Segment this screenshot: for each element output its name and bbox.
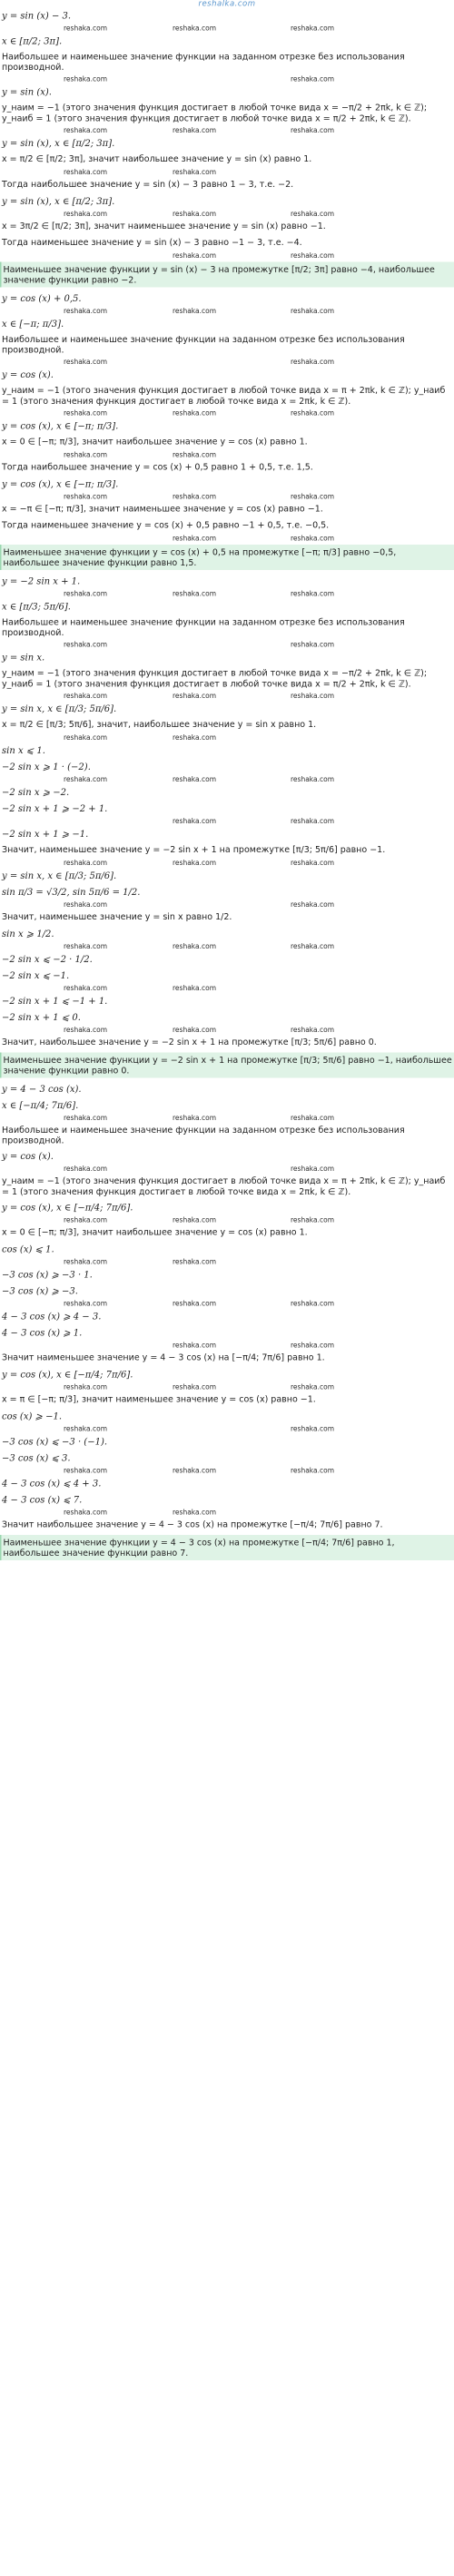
watermark-row (0, 1257, 454, 1266)
formula-line: x ∈ [−π; π/3]. (2, 318, 64, 329)
watermark-row (0, 74, 454, 84)
watermark-text: reshaka.com (291, 1341, 334, 1350)
watermark-text: reshaka.com (291, 900, 334, 909)
watermark-text: reshaka.com (173, 941, 216, 950)
formula-line: 4 − 3 cos (x) ⩾ 1. (2, 1326, 83, 1338)
text-line: Наибольшее и наименьшее значение функции на заданном отрезке без использования производной. (2, 1125, 405, 1146)
watermark-row (0, 983, 454, 992)
formula-line: −2 sin x + 1 ⩾ −1. (2, 828, 89, 840)
watermark-text: reshaka.com (173, 209, 216, 218)
watermark-row (0, 732, 454, 742)
formula-line: y = cos (x) + 0,5. (2, 292, 82, 304)
watermark-text: reshaka.com (64, 1025, 107, 1034)
answer-box: Наименьшее значение функции y = sin (x) − 3 на промежутке [π/2; 3π] равно −4, наибольшее значение функции равно −2. (0, 261, 454, 287)
formula-line: 4 − 3 cos (x) ⩾ 4 − 3. (2, 1310, 102, 1322)
formula-line: x ∈ [π/2; 3π]. (2, 35, 63, 46)
formula-line: y = sin (x), x ∈ [π/2; 3π]. (2, 137, 115, 149)
watermark-text: reshaka.com (64, 900, 107, 909)
text-line: Наибольшее и наименьшее значение функции на заданном отрезке без использования производной. (2, 617, 405, 638)
formula-line: y = cos (x), x ∈ [−π/4; 7π/6]. (2, 1368, 133, 1380)
watermark-text: reshaka.com (291, 1424, 334, 1433)
watermark-text: reshaka.com (64, 732, 107, 742)
formula-line: −2 sin x + 1 ⩽ 0. (2, 1011, 81, 1023)
watermark-text: reshaka.com (173, 1114, 216, 1123)
formula-line: cos (x) ⩽ 1. (2, 1243, 54, 1254)
formula-line: −2 sin x ⩾ 1 · (−2). (2, 761, 91, 772)
watermark-text: reshaka.com (173, 1341, 216, 1350)
watermark-text: reshaka.com (291, 1215, 334, 1224)
text-line: Значит, наименьшее значение y = sin x равно 1/2. (2, 911, 232, 922)
watermark-text: reshaka.com (291, 209, 334, 218)
answer-box: Наименьшее значение функции y = 4 − 3 cos (x) на промежутке [−π/4; 7π/6] равно 1, наибольшее значение функции равно 7. (0, 1535, 454, 1560)
formula-line: y = cos (x), x ∈ [−π; π/3]. (2, 419, 119, 431)
watermark-row (0, 251, 454, 260)
watermark-text: reshaka.com (173, 167, 216, 176)
watermark-text: reshaka.com (64, 125, 107, 134)
watermark-text: reshaka.com (291, 408, 334, 418)
watermark-row (0, 900, 454, 909)
answer-box: Наименьшее значение функции y = cos (x) + 0,5 на промежутке [−π; π/3] равно −0,5, наибольшее значение функции равно 1,5. (0, 545, 454, 570)
watermark-text: reshaka.com (173, 1382, 216, 1391)
formula-line: −2 sin x ⩾ −2. (2, 786, 70, 798)
watermark-row (0, 167, 454, 176)
watermark-text: reshaka.com (64, 1466, 107, 1475)
watermark-text: reshaka.com (291, 1114, 334, 1123)
watermark-row (0, 589, 454, 598)
watermark-text: reshaka.com (64, 1257, 107, 1266)
watermark-text: reshaka.com (64, 1299, 107, 1308)
text-line: y_наим = −1 (этого значения функция достигает в любой точке вида x = −π/2 + 2πk, k ∈ ℤ); y_наиб = 1 (этого значения функция достигает в любой точке вида x = π/2 + 2πk, k ∈ ℤ). (2, 668, 428, 689)
watermark-text: reshaka.com (291, 307, 334, 316)
text-line: y_наим = −1 (этого значения функция достигает в любой точке вида x = −π/2 + 2πk, k ∈ ℤ); y_наиб = 1 (этого значения функция достигает в любой точке вида x = π/2 + 2πk, k ∈ ℤ). (2, 103, 428, 123)
watermark-text: reshaka.com (173, 1299, 216, 1308)
text-line: Тогда наибольшее значение y = sin (x) − 3 равно 1 − 3, т.е. −2. (2, 179, 294, 190)
watermark-text: reshaka.com (291, 1025, 334, 1034)
text-line: Наибольшее и наименьшее значение функции на заданном отрезке без использования производной. (2, 52, 405, 73)
watermark-row (0, 1114, 454, 1123)
watermark-text: reshaka.com (173, 858, 216, 867)
text-line: Наибольшее и наименьшее значение функции на заданном отрезке без использования производной. (2, 334, 405, 356)
watermark-row (0, 358, 454, 367)
watermark-row (0, 534, 454, 543)
watermark-text: reshaka.com (291, 774, 334, 783)
watermark-text: reshaka.com (64, 307, 107, 316)
formula-line: y = sin (x). (2, 86, 52, 98)
watermark-text: reshaka.com (291, 589, 334, 598)
text-line: Тогда наименьшее значение y = cos (x) + 0,5 равно −1 + 0,5, т.е. −0,5. (2, 519, 330, 530)
text-line: x = 0 ∈ [−π; π/3], значит наибольшее значение y = cos (x) равно 1. (2, 436, 308, 447)
watermark-text: reshaka.com (291, 1382, 334, 1391)
solution-body (0, 7, 454, 1560)
watermark-text: reshaka.com (173, 732, 216, 742)
formula-line: cos (x) ⩾ −1. (2, 1410, 63, 1421)
watermark-text: reshaka.com (173, 307, 216, 316)
formula-line: −2 sin x + 1 ⩽ −1 + 1. (2, 995, 108, 1007)
watermark-text: reshaka.com (291, 125, 334, 134)
watermark-text: reshaka.com (64, 1382, 107, 1391)
formula-line: y = cos (x). (2, 1150, 54, 1162)
watermark-text: reshaka.com (64, 24, 107, 33)
watermark-text: reshaka.com (291, 1299, 334, 1308)
watermark-text: reshaka.com (64, 1215, 107, 1224)
formula-line: x ∈ [−π/4; 7π/6]. (2, 1099, 79, 1111)
watermark-text: reshaka.com (173, 450, 216, 459)
watermark-row (0, 492, 454, 501)
watermark-text: reshaka.com (291, 1466, 334, 1475)
watermark-text: reshaka.com (173, 1257, 216, 1266)
formula-line: y = 4 − 3 cos (x). (2, 1083, 82, 1095)
text-line: Значит наибольшее значение y = 4 − 3 cos (x) на промежутке [−π/4; 7π/6] равно 7. (2, 1519, 383, 1529)
formula-line: y = cos (x), x ∈ [−π/4; 7π/6]. (2, 1201, 133, 1213)
watermark-row (0, 816, 454, 825)
watermark-text: reshaka.com (173, 251, 216, 260)
watermark-text: reshaka.com (64, 858, 107, 867)
text-line: Значит, наименьшее значение y = −2 sin x + 1 на промежутке [π/3; 5π/6] равно −1. (2, 844, 386, 855)
watermark-row (0, 858, 454, 867)
watermark-text: reshaka.com (291, 941, 334, 950)
formula-line: y = sin x. (2, 652, 45, 664)
watermark-text: reshaka.com (291, 534, 334, 543)
text-line: x = π ∈ [−π; π/3], значит наименьшее значение y = cos (x) равно −1. (2, 1393, 316, 1404)
watermark-text: reshaka.com (64, 1165, 107, 1174)
watermark-text: reshaka.com (64, 941, 107, 950)
watermark-text: reshaka.com (64, 167, 107, 176)
watermark-row (0, 691, 454, 700)
watermark-text: reshaka.com (173, 589, 216, 598)
watermark-text: reshaka.com (64, 74, 107, 84)
answer-box: Наименьшее значение функции y = −2 sin x + 1 на промежутке [π/3; 5π/6] равно −1, наибольшее значение функции равно 0. (0, 1052, 454, 1077)
formula-line: sin x ⩽ 1. (2, 744, 45, 756)
formula-line: y = cos (x), x ∈ [−π; π/3]. (2, 477, 119, 489)
watermark-row (0, 125, 454, 134)
formula-line: −3 cos (x) ⩽ 3. (2, 1451, 71, 1463)
watermark-row (0, 1382, 454, 1391)
formula-line: 4 − 3 cos (x) ⩽ 7. (2, 1493, 83, 1505)
watermark-text: reshaka.com (291, 74, 334, 84)
watermark-text: reshaka.com (291, 1165, 334, 1174)
watermark-row (0, 1508, 454, 1517)
formula-line: sin π/3 = √3/2, sin 5π/6 = 1/2. (2, 886, 141, 898)
formula-line: y = sin (x), x ∈ [π/2; 3π]. (2, 195, 115, 207)
formula-line: −3 cos (x) ⩾ −3. (2, 1284, 78, 1296)
formula-line: y = cos (x). (2, 369, 54, 380)
text-line: x = 0 ∈ [−π; π/3], значит наибольшее значение y = cos (x) равно 1. (2, 1226, 308, 1237)
formula-line: 4 − 3 cos (x) ⩽ 4 + 3. (2, 1477, 102, 1489)
watermark-text: reshaka.com (64, 492, 107, 501)
watermark-text: reshaka.com (291, 640, 334, 649)
text-line: Значит наименьшее значение y = 4 − 3 cos (x) на [−π/4; 7π/6] равно 1. (2, 1352, 325, 1362)
watermark-row (0, 450, 454, 459)
watermark-text: reshaka.com (64, 358, 107, 367)
watermark-text: reshaka.com (173, 816, 216, 825)
watermark-text: reshaka.com (173, 983, 216, 992)
watermark-text: reshaka.com (173, 1466, 216, 1475)
text-line: Значит, наибольшее значение y = −2 sin x + 1 на промежутке [π/3; 5π/6] равно 0. (2, 1037, 377, 1047)
watermark-row (0, 640, 454, 649)
watermark-text: reshaka.com (173, 1025, 216, 1034)
watermark-text: reshaka.com (173, 1215, 216, 1224)
watermark-text: reshaka.com (173, 1508, 216, 1517)
watermark-text: reshaka.com (291, 358, 334, 367)
watermark-text: reshaka.com (64, 450, 107, 459)
watermark-row (0, 774, 454, 783)
text-line: Тогда наименьшее значение y = sin (x) − 3 равно −1 − 3, т.е. −4. (2, 237, 302, 248)
watermark-row (0, 1466, 454, 1475)
watermark-row (0, 209, 454, 218)
formula-line: −2 sin x ⩽ −2 · 1/2. (2, 953, 93, 965)
text-line: x = π/2 ∈ [π/2; 3π], значит наибольшее значение y = sin (x) равно 1. (2, 153, 312, 164)
watermark-text: reshaka.com (64, 1424, 107, 1433)
watermark-text: reshaka.com (291, 24, 334, 33)
formula-line: −2 sin x + 1 ⩾ −2 + 1. (2, 802, 108, 814)
watermark-text: reshaka.com (291, 691, 334, 700)
watermark-text: reshaka.com (291, 251, 334, 260)
watermark-text: reshaka.com (64, 1114, 107, 1123)
watermark-text: reshaka.com (173, 24, 216, 33)
watermark-row (0, 1025, 454, 1034)
site-logo[interactable]: reshalka.com (198, 0, 256, 8)
formula-line: −3 cos (x) ⩽ −3 · (−1). (2, 1435, 108, 1447)
watermark-text: reshaka.com (173, 691, 216, 700)
text-line: y_наим = −1 (этого значения функция достигает в любой точке вида x = π + 2πk, k ∈ ℤ); y_наиб = 1 (этого значения функция достигает в любой точке вида x = 2πk, k ∈ ℤ). (2, 385, 446, 407)
watermark-row (0, 307, 454, 316)
watermark-text: reshaka.com (173, 125, 216, 134)
watermark-text: reshaka.com (173, 492, 216, 501)
text-line: x = −π ∈ [−π; π/3], значит наименьшее значение y = cos (x) равно −1. (2, 503, 323, 514)
watermark-text: reshaka.com (173, 534, 216, 543)
watermark-text: reshaka.com (291, 816, 334, 825)
watermark-row (0, 1424, 454, 1433)
watermark-row (0, 1165, 454, 1174)
watermark-text: reshaka.com (64, 408, 107, 418)
text-line: x = π/2 ∈ [π/3; 5π/6], значит, наибольшее значение y = sin x равно 1. (2, 719, 317, 730)
watermark-text: reshaka.com (291, 492, 334, 501)
watermark-row (0, 1341, 454, 1350)
watermark-text: reshaka.com (64, 209, 107, 218)
formula-line: −3 cos (x) ⩾ −3 · 1. (2, 1268, 93, 1280)
watermark-text: reshaka.com (173, 408, 216, 418)
formula-line: y = sin (x) − 3. (2, 10, 72, 21)
watermark-text: reshaka.com (64, 774, 107, 783)
formula-line: sin x ⩾ 1/2. (2, 928, 54, 939)
watermark-text: reshaka.com (291, 858, 334, 867)
watermark-row (0, 408, 454, 418)
text-line: Тогда наибольшее значение y = cos (x) + 0,5 равно 1 + 0,5, т.е. 1,5. (2, 461, 313, 472)
formula-line: −2 sin x ⩽ −1. (2, 969, 70, 981)
watermark-row (0, 941, 454, 950)
formula-line: y = −2 sin x + 1. (2, 575, 81, 587)
formula-line: y = sin x, x ∈ [π/3; 5π/6]. (2, 703, 117, 714)
watermark-text: reshaka.com (64, 691, 107, 700)
watermark-row (0, 24, 454, 33)
formula-line: x ∈ [π/3; 5π/6]. (2, 601, 71, 613)
formula-line: y = sin x, x ∈ [π/3; 5π/6]. (2, 870, 117, 881)
watermark-text: reshaka.com (173, 774, 216, 783)
watermark-row (0, 1215, 454, 1224)
text-line: x = 3π/2 ∈ [π/2; 3π], значит наименьшее значение y = sin (x) равно −1. (2, 221, 326, 231)
text-line: y_наим = −1 (этого значения функция достигает в любой точке вида x = π + 2πk, k ∈ ℤ); y_наиб = 1 (этого значения функция достигает в любой точке вида x = 2πk, k ∈ ℤ). (2, 1175, 446, 1197)
watermark-text: reshaka.com (64, 983, 107, 992)
watermark-row (0, 1299, 454, 1308)
watermark-text: reshaka.com (64, 589, 107, 598)
watermark-text: reshaka.com (64, 1508, 107, 1517)
watermark-text: reshaka.com (64, 640, 107, 649)
